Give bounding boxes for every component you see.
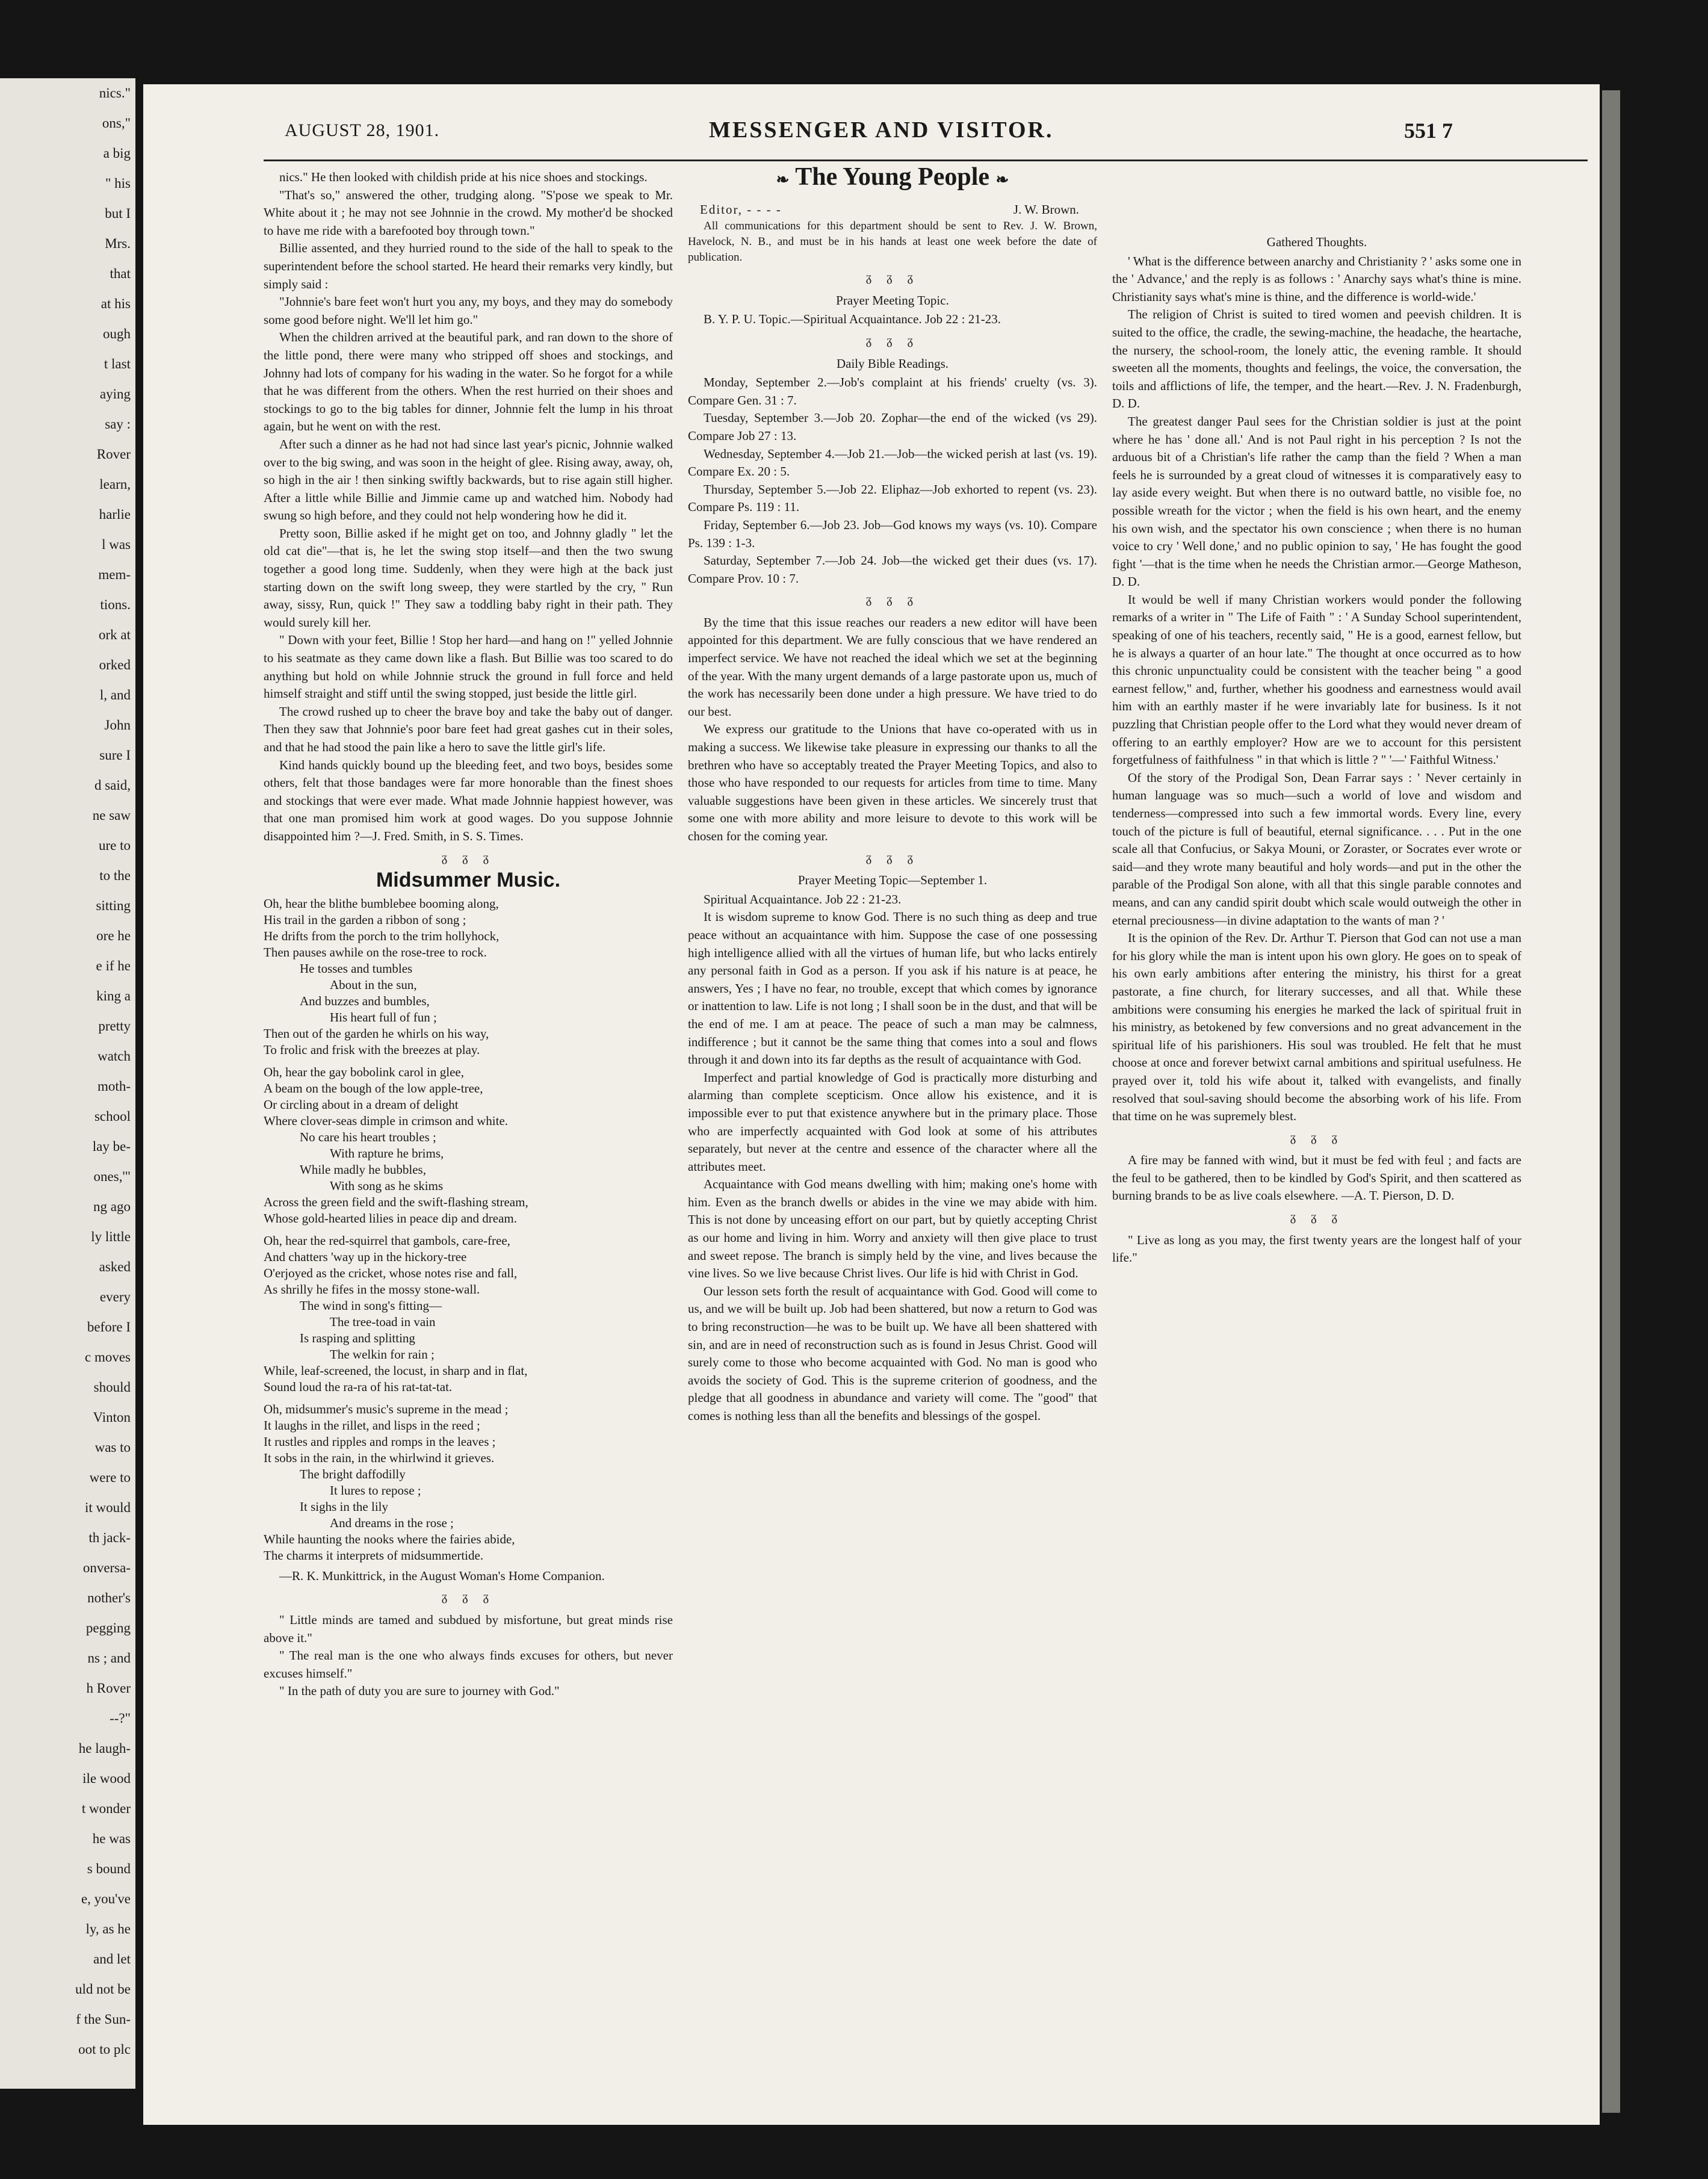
story-paragraph: "Johnnie's bare feet won't hurt you any, my boys, and they may do somebody some good before night. We'll let him go." — [264, 294, 673, 327]
left-text-fragment: e, you've — [81, 1891, 131, 1906]
left-text-fragment: uld not be — [75, 1982, 131, 1997]
left-text-fragment: ng ago — [93, 1199, 131, 1214]
left-text-fragment: John — [104, 718, 131, 733]
topic-subheading: Spiritual Acquaintance. Job 22 : 21-23. — [704, 891, 902, 907]
poem-line: With rapture he brims, — [330, 1145, 444, 1161]
left-text-fragment: a big — [103, 146, 131, 161]
left-text-fragment: orked — [99, 657, 131, 672]
ornament-divider: ᵹ ᵹ ᵹ — [1290, 1130, 1344, 1144]
live-quote: " Live as long as you may, the first twenty years are the longest half of your life." — [1112, 1232, 1521, 1265]
thought-paragraph: The greatest danger Paul sees for the Christian soldier is just at the point where he has ' done all.' And is not Paul right in his perception ? Is not the arduous bit of a Christian's life rather the camp than the field ? When a man feels he is surrounded by a great cloud of witnesses it is comparatively easy to lay aside every weight. But when there is no outward battle, no visible foe, no possible wreath for the victor ; when the field is his own heart, and the enemy his own wish, and the spectator his own conscience ; when there is no human voice to cry ' Well done,' and no public opinion to say, ' He has fought the good fight '—that is the time when he needs the Christian armor.—George Matheson, D. D. — [1112, 414, 1521, 589]
left-text-fragment: --?" — [110, 1711, 131, 1726]
left-text-fragment: watch — [97, 1049, 131, 1064]
ornament-divider: ᵹ ᵹ ᵹ — [865, 271, 920, 285]
poem-line: Oh, hear the red-squirrel that gambols, care-free, — [264, 1233, 510, 1248]
left-text-fragment: aying — [99, 386, 131, 401]
left-text-fragment: l, and — [99, 687, 131, 702]
poem-line: And chatters 'way up in the hickory-tree — [264, 1249, 467, 1264]
ornament-divider: ᵹ ᵹ ᵹ — [865, 851, 920, 864]
story-paragraph: After such a dinner as he had not had since last year's picnic, Johnnie walked over to the big swing, and was soon in the height of glee. Rising away, away, oh, so high in the air ! then sinking swiftly backwards, but to rise again still higher. After a little while Billie and Jimmie came up and watched him. Nobody had swung so high before, and they could not help wondering how he did it. — [264, 436, 673, 523]
left-text-fragment: ly, as he — [85, 1921, 131, 1936]
fleuron-left-icon: ❧ — [776, 171, 790, 188]
poem — [264, 896, 673, 1564]
left-text-fragment: t wonder — [81, 1801, 131, 1816]
header-rule — [264, 160, 1588, 161]
left-text-fragment: ough — [103, 326, 131, 341]
poem-line: The wind in song's fitting— — [300, 1298, 442, 1313]
poem-line: A beam on the bough of the low apple-tree, — [264, 1080, 483, 1096]
poem-line: Then out of the garden he whirls on his way, — [264, 1026, 489, 1041]
poem-line: It sobs in the rain, in the whirlwind it grieves. — [264, 1450, 495, 1465]
story-paragraph: The crowd rushed up to cheer the brave boy and take the baby out of danger. Then they saw that Johnnie's poor bare feet had great gashes cut in their soles, and that he had stood the pain like a hero to save the little girl's life. — [264, 704, 673, 754]
submission-notice: All communications for this department should be sent to Rev. J. W. Brown, Havelock, N. B., and must be in his hands at least one week before the date of publication. — [688, 220, 1097, 264]
left-text-fragment: ly little — [91, 1229, 131, 1244]
left-text-fragment: sitting — [96, 898, 131, 913]
left-text-fragment: Rover — [96, 447, 131, 462]
poem-line: Is rasping and splitting — [300, 1330, 415, 1345]
poem-line: The bright daffodilly — [300, 1466, 406, 1481]
editor-label: Editor, - - - - — [700, 202, 782, 217]
poem-line: His trail in the garden a ribbon of song ; — [264, 912, 466, 927]
left-text-fragment: every — [99, 1289, 131, 1304]
poem-line: Across the green field and the swift-flashing stream, — [264, 1194, 528, 1209]
poem-line: Then pauses awhile on the rose-tree to rock. — [264, 944, 487, 959]
left-text-fragment: but I — [105, 206, 131, 221]
poem-line: Sound loud the ra-ra of his rat-tat-tat. — [264, 1379, 453, 1394]
ornament-divider: ᵹ ᵹ ᵹ — [441, 1590, 495, 1604]
left-text-fragment: ones,'" — [93, 1169, 131, 1184]
poem-line: It lures to repose ; — [330, 1483, 421, 1498]
page-header — [143, 117, 1600, 150]
thought-paragraph: It would be well if many Christian workers would ponder the following remarks of a writer in " The Life of Faith " : ' A Sunday School superintendent, speaking of one of his teachers, recently said, " He is a good, earnest fellow, but he is always a quarter of an hour late." The thought at once occurred as to how this chronic unpunctuality could be consistent with the teacher being " a good earnest fellow," and, further, whether his goodness and earnestness would avail him with an earthly master if he were invariably late for business. Is it not puzzling that Christian people offer to the Lord what they would never dream of offering to an earthly employer? How are we to account for this persistent forgetfulness of faithfulness " in that which is little ? " '—' Faithful Witness.' — [1112, 592, 1521, 767]
poem-line: Or circling about in a dream of delight — [264, 1097, 459, 1112]
left-text-fragment: nics." — [99, 85, 131, 101]
poem-line: It sighs in the lily — [300, 1499, 388, 1514]
prayer-topic-text: B. Y. P. U. Topic.—Spiritual Acquaintance. Job 22 : 21-23. — [704, 312, 1001, 327]
left-text-fragment: he laugh- — [78, 1741, 131, 1756]
column-gathered-thoughts — [1112, 169, 1521, 1267]
topic-heading: Prayer Meeting Topic—September 1. — [797, 873, 988, 888]
story-paragraph: "That's so," answered the other, trudging along. "S'pose we speak to Mr. White about it ; he may not see Johnnie in the crowd. My mother'd be shocked to have me ride with a barefooted boy through town." — [264, 187, 673, 238]
story-paragraph: Kind hands quickly bound up the bleeding feet, and two boys, besides some others, felt that those bandages were far more honorable than the finest shoes and stockings that were ever made. What made Johnnie happiest however, was that one man promised him work at good wages. Do you suppose Johnnie disappointed him ?—J. Fred. Smith, in S. S. Times. — [264, 757, 673, 843]
quote-paragraph: " Little minds are tamed and subdued by misfortune, but great minds rise above it." — [264, 1612, 673, 1645]
topic-paragraph: Our lesson sets forth the result of acquaintance with God. Good will come to us, and we will be built up. Job had been shattered, but now a return to God was to bring reconstruction—he was to be built up. We have all been shattered with sin, and are in need of reconstruction such as is found in Jesus Christ. Good will surely come to those who become acquainted with God. No man is good who avoids the society of God. This is the supreme criterion of goodness, and the pledge that all goodness in abundance and variety will come. The "good" that comes is nothing less than all the benefits and blessings of the gospel. — [688, 1283, 1097, 1423]
poem-line: It laughs in the rillet, and lisps in the reed ; — [264, 1418, 480, 1433]
thought-paragraph: It is the opinion of the Rev. Dr. Arthur T. Pierson that God can not use a man for his glory while the man is intent upon his own glory. He goes on to speak of his own early ambitions after entering the ministry, his thirst for a great pastorate, a fine church, for literary successes, and all that. While these ambitions were consuming his energies he marked the lack of spiritual fruit in his ministry, as betokened by few conversions and no great advancement in the spiritual life of his parishioners. His soul was troubled. He felt that he must choose at once and forever betwixt carnal ambitions and spiritual usefulness. He prayed over it, told his wife about it, talked with evangelists, and finally resolved that soul-saving should become the absorbing work of his life. From that time on he was supremely blest. — [1112, 931, 1521, 1124]
story-paragraph: Billie assented, and they hurried round to the side of the hall to speak to the superintendent before the school started. He heard their remarks very kindly, but simply said : — [264, 241, 673, 291]
left-text-fragment: pegging — [85, 1620, 131, 1635]
left-text-fragment: was to — [94, 1440, 131, 1455]
poem-line: The tree-toad in vain — [330, 1314, 436, 1329]
stanza-gap — [264, 1227, 673, 1233]
left-text-fragment: Vinton — [93, 1410, 131, 1425]
left-text-fragment: onversa- — [82, 1560, 131, 1575]
fire-quote: A fire may be fanned with wind, but it must be fed with feul ; and facts are the feul to be gathered, then to be kindled by God's Spirit, and then scattered as burning brands to be as live coals elsewhere. —A. T. Pierson, D. D. — [1112, 1153, 1521, 1203]
poem-line: The welkin for rain ; — [330, 1347, 435, 1362]
left-text-fragment: ork at — [98, 627, 131, 642]
left-text-fragment: mem- — [98, 567, 131, 582]
poem-line: Oh, hear the gay bobolink carol in glee, — [264, 1064, 464, 1079]
bible-reading: Monday, September 2.—Job's complaint at his friends' cruelty (vs. 3). Compare Gen. 31 : 7. — [688, 375, 1097, 408]
left-text-fragment: that — [110, 266, 131, 281]
column-young-people — [688, 163, 1097, 1425]
editor-name: J. W. Brown. — [1013, 202, 1079, 217]
story-paragraph: When the children arrived at the beautiful park, and ran down to the shore of the little pond, there were many who stripped off shoes and stockings, and Johnny had lots of company for his wading in the water. So he forgot for a while that he was different from the others. When the rest hurried on their shoes and stockings to go to the big tables for dinner, Johnnie felt the lump in his throat again, but he went on with the rest. — [264, 330, 673, 434]
left-text-fragment: " his — [105, 176, 131, 191]
issue-date: AUGUST 28, 1901. — [285, 120, 440, 140]
thought-paragraph: ' What is the difference between anarchy and Christianity ? ' asks some one in the ' Advance,' and the reply is as follows : ' Anarchy says what's thine is mine. Christianity says what's mine is thine, and the difference is world-wide.' — [1112, 253, 1521, 304]
left-text-fragment: were to — [89, 1470, 131, 1485]
bible-readings-heading: Daily Bible Readings. — [836, 356, 949, 371]
left-text-fragment: harlie — [99, 507, 131, 522]
bible-reading: Wednesday, September 4.—Job 21.—Job—the wicked perish at last (vs. 19). Compare Ex. 20 : 5. — [688, 446, 1097, 479]
left-text-fragment: s bound — [87, 1861, 131, 1876]
left-text-fragment: oot to plc — [78, 2042, 131, 2057]
left-text-fragment: to the — [99, 868, 131, 883]
bible-reading: Friday, September 6.—Job 23. Job—God knows my ways (vs. 10). Compare Ps. 139 : 1-3. — [688, 517, 1097, 550]
ornament-divider: ᵹ ᵹ ᵹ — [1290, 1210, 1344, 1224]
poem-line: He tosses and tumbles — [300, 961, 413, 976]
left-text-fragment: h Rover — [86, 1681, 131, 1696]
topic-paragraph: Acquaintance with God means dwelling with him; making one's home with him. Even as the branch dwells or abides in the vine we may abide with him. This is not done by unceasing effort on our part, but by quietly accepting Christ as our home and living in him. Worry and anxiety will then give place to trust and sweet repose. The branch is simply held by the vine, and lives because the vine lives. So we live because Christ lives. Our life is hid with Christ in God. — [688, 1177, 1097, 1281]
left-text-fragment: th jack- — [88, 1530, 131, 1545]
left-text-fragment: and let — [93, 1951, 131, 1967]
quote-paragraph: " In the path of duty you are sure to journey with God." — [279, 1684, 560, 1699]
thought-paragraph: Of the story of the Prodigal Son, Dean Farrar says : ' Never certainly in human language was so much—such a world of love and wisdom and tenderness—compressed into such a few immortal words. Every line, every touch of the picture is full of beautiful, eternal significance. . . . Put in the one scale all that Confucius, or Sakya Mouni, or Zoraster, or Socrates ever wrote or said—and they wrote many beautiful and holy words—and put in the other the parable of the Prodigal Son alone, with all that this single parable connotes and means, and can any candid spirit doubt which scale would outweigh the other in eternal preciousness—in divine adaptation to the wants of man ? ' — [1112, 770, 1521, 928]
left-text-fragment: learn, — [99, 477, 131, 492]
left-text-fragment: he was — [92, 1831, 131, 1846]
left-text-fragment: ns ; and — [87, 1651, 131, 1666]
poem-line: While haunting the nooks where the fairies abide, — [264, 1531, 515, 1546]
editorial-paragraph: By the time that this issue reaches our readers a new editor will have been appointed for this department. We are fully conscious that we have rendered an imperfect service. We have not reached the ideal which we set at the beginning of the year. With the many urgent demands of a large pastorate upon us, much of the work has necessarily been done under a high pressure. We have tried to do our best. — [688, 615, 1097, 719]
poem-title: Midsummer Music. — [376, 869, 561, 892]
topic-paragraph: Imperfect and partial knowledge of God is practically more disturbing and alarming than complete scepticism. Once allow his existence, and it is impossible ever to put that existence anywhere but in the primary place. Those who are imperfectly acquainted with God look at some of his attributes separately, but never at the centre and essence of the character where all the attributes meet. — [688, 1070, 1097, 1174]
left-page-fragment — [0, 78, 135, 2089]
section-title — [688, 163, 1097, 191]
poem-line: With song as he skims — [330, 1178, 444, 1193]
poem-line: About in the sun, — [330, 977, 417, 992]
left-text-fragment: ile wood — [82, 1771, 131, 1786]
left-text-fragment: pretty — [98, 1018, 131, 1034]
poem-line: No care his heart troubles ; — [300, 1129, 436, 1144]
left-text-fragment: at his — [101, 296, 131, 311]
left-text-fragment: school — [94, 1109, 131, 1124]
left-text-fragment: f the Sun- — [76, 2012, 131, 2027]
left-text-fragment: sure I — [99, 748, 131, 763]
poem-line: While madly he bubbles, — [300, 1162, 426, 1177]
story-paragraph: nics." He then looked with childish pride at his nice shoes and stockings. — [279, 170, 648, 184]
ornament-divider: ᵹ ᵹ ᵹ — [865, 333, 920, 347]
left-text-fragment: before I — [87, 1319, 131, 1334]
left-text-fragment: moth- — [97, 1079, 131, 1094]
poem-line: It rustles and ripples and romps in the leaves ; — [264, 1434, 496, 1449]
left-text-fragment: l was — [102, 537, 131, 552]
left-text-fragment: t last — [104, 356, 131, 371]
bible-reading: Thursday, September 5.—Job 22. Eliphaz—Job exhorted to repent (vs. 23). Compare Ps. 119 : 11. — [688, 482, 1097, 515]
poem-line: O'erjoyed as the cricket, whose notes rise and fall, — [264, 1265, 518, 1280]
poem-line: And dreams in the rose ; — [330, 1515, 454, 1530]
left-text-fragment: ore he — [96, 928, 131, 943]
poem-line: His heart full of fun ; — [330, 1009, 437, 1024]
left-text-fragment: asked — [99, 1259, 131, 1274]
stanza-gap — [264, 1058, 673, 1064]
left-text-fragment: c moves — [84, 1350, 131, 1365]
left-text-fragment: tions. — [100, 597, 131, 612]
poem-line: Oh, midsummer's music's supreme in the mead ; — [264, 1401, 509, 1416]
bible-reading: Saturday, September 7.—Job 24. Job—the wicked get their dues (vs. 17). Compare Prov. 10 : 7. — [688, 553, 1097, 586]
poem-line: And buzzes and bumbles, — [300, 993, 430, 1008]
left-text-fragment: ure to — [98, 838, 131, 853]
story-paragraph: " Down with your feet, Billie ! Stop her hard—and hang on !" yelled Johnnie to his seatmate as they came down like a flash. But Billie was too scared to do anything but hold on while Johnnie struck the ground in full force and held himself straight and stiff until the swing stopped, just beside the little girl. — [264, 633, 673, 701]
poem-credit: —R. K. Munkittrick, in the August Woman's Home Companion. — [279, 1568, 605, 1583]
poem-line: While, leaf-screened, the locust, in sharp and in flat, — [264, 1363, 528, 1378]
poem-line: The charms it interprets of midsummertide. — [264, 1548, 484, 1563]
section-title-text: The Young People — [795, 163, 990, 191]
masthead: MESSENGER AND VISITOR. — [709, 117, 1054, 143]
right-page-edge — [1602, 90, 1620, 2113]
left-text-fragment: ons," — [102, 116, 131, 131]
page-number: 551 7 — [1404, 119, 1453, 143]
poem-line: He drifts from the porch to the trim hollyhock, — [264, 928, 500, 943]
editor-line — [688, 201, 1097, 219]
left-text-fragment: should — [93, 1380, 131, 1395]
quote-paragraph: " The real man is the one who always finds excuses for others, but never excuses himself." — [264, 1648, 673, 1681]
poem-line: To frolic and frisk with the breezes at play. — [264, 1042, 480, 1057]
fleuron-right-icon: ❧ — [995, 171, 1009, 188]
left-text-fragment: king a — [96, 988, 131, 1003]
poem-line: As shrilly he fifes in the mossy stone-wall. — [264, 1282, 480, 1297]
bible-reading: Tuesday, September 3.—Job 20. Zophar—the end of the wicked (vs 29). Compare Job 27 : 13. — [688, 411, 1097, 443]
editorial-paragraph: We express our gratitude to the Unions that have co-operated with us in making a success. We likewise take pleasure in expressing our thanks to all the brethren who have so acceptably treated the Prayer Meeting Topics, and also to those who have responded to our requests for articles from time to time. Many valuable suggestions have been given in these articles. We sincerely trust that some one with more ability and more leisure to devote to this work will be chosen for the coming year. — [688, 722, 1097, 843]
left-text-fragment: e if he — [96, 958, 131, 973]
left-text-fragment: d said, — [94, 778, 131, 793]
prayer-topic-heading: Prayer Meeting Topic. — [836, 293, 949, 308]
stanza-gap — [264, 1395, 673, 1401]
gathered-thoughts-heading: Gathered Thoughts. — [1266, 235, 1367, 249]
story-paragraph: Pretty soon, Billie asked if he might get on too, and Johnny gladly " let the old cat die"—that is, he let the swing stop itself—and then the two swung together a good long time. Suddenly, when they were high at the back just starting down on the swift long sweep, they were startled by the cry, " Run away, sissy, Run, quick !" They saw a toddling baby right in their path. They would surely kill her. — [264, 525, 673, 630]
left-text-fragment: it would — [84, 1500, 131, 1515]
left-text-fragment: nother's — [87, 1590, 131, 1605]
left-text-fragment: say : — [105, 417, 131, 432]
left-text-fragment: Mrs. — [105, 236, 131, 251]
poem-line: Whose gold-hearted lilies in peace dip and dream. — [264, 1210, 518, 1226]
newspaper-page — [143, 84, 1600, 2125]
thought-paragraph: The religion of Christ is suited to tired women and peevish children. It is suited to the office, the cradle, the sewing-machine, the headache, the heartache, the nursery, the school-room, the lonely attic, the evening ramble. It should sweeten all the moments, thoughts and feelings, the voice, the conversation, the toils and afflictions of life, the temper, and the heart.—Rev. J. N. Fradenburgh, D. D. — [1112, 307, 1521, 411]
topic-paragraph: It is wisdom supreme to know God. There is no such thing as deep and true peace without an acquaintance with him. Suppose the case of one possessing high intelligence allied with all the virtues of human life, but who lacks entirely any personal faith in God as a person. If you ask if his nature is at peace, he answers, Yes ; I have no fear, no trouble, except that which comes by ignorance or inattention to law. Life is not long ; I shall soon be in the dust, and that will be the end of me. I am at peace. The peace of such a man may be calmness, indifference ; but it cannot be the same thing that comes into a soul and flows through it and down into its far depths as the result of acquaintance with God. — [688, 910, 1097, 1067]
poem-line: Oh, hear the blithe bumblebee booming along, — [264, 896, 499, 911]
column-story — [264, 169, 673, 1700]
left-text-fragment: ne saw — [92, 808, 131, 823]
ornament-divider: ᵹ ᵹ ᵹ — [865, 593, 920, 607]
ornament-divider: ᵹ ᵹ ᵹ — [441, 851, 495, 864]
left-text-fragment: lay be- — [92, 1139, 131, 1154]
poem-line: Where clover-seas dimple in crimson and white. — [264, 1113, 509, 1128]
